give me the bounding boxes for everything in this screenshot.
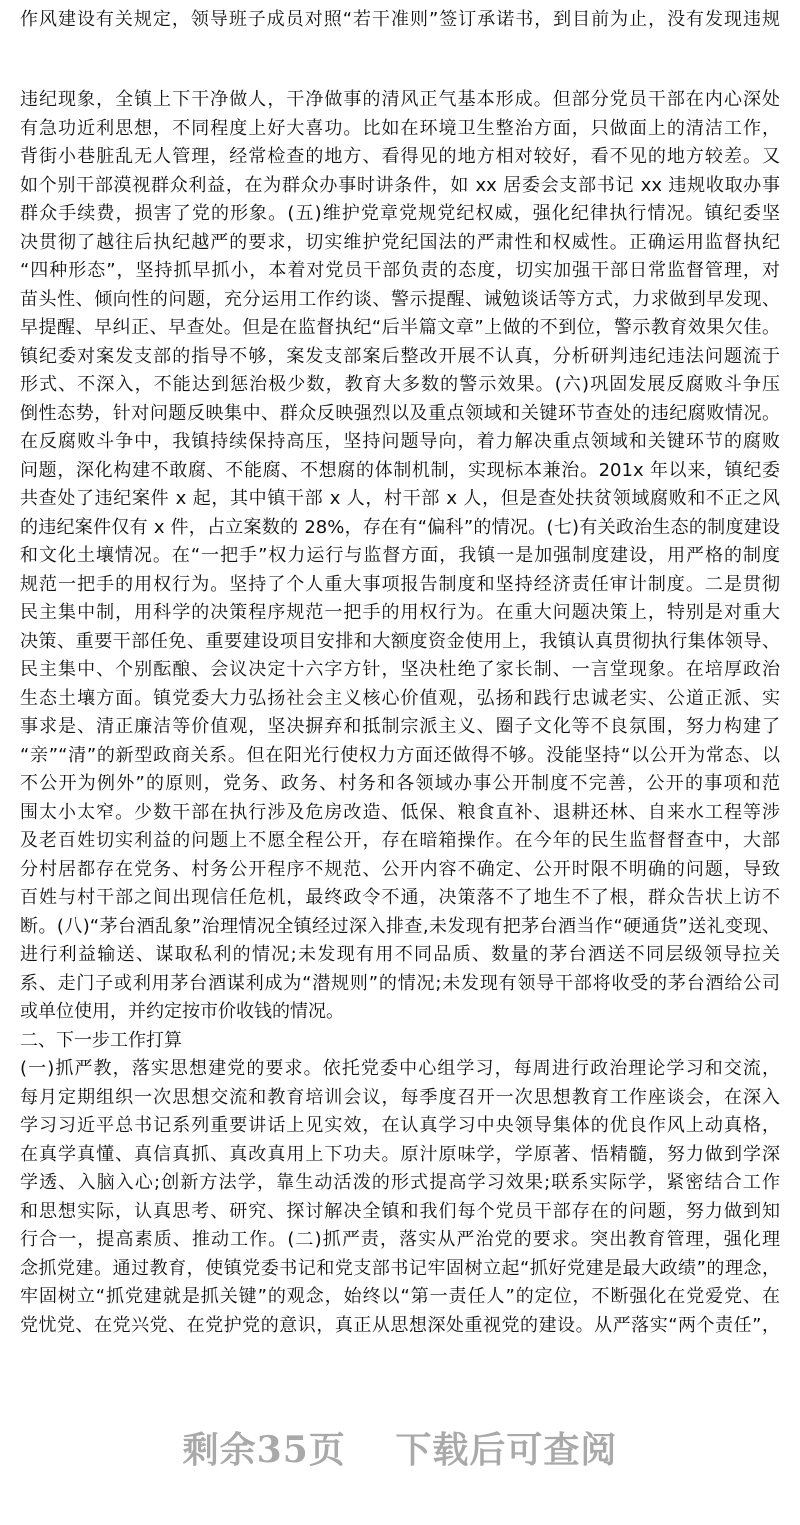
- document-text-line: 的违纪案件仅有 x 件，占立案数的 28%，存在有“偏科”的情况。(七)有关政治生态的制度建设: [20, 516, 780, 538]
- document-text-line: 百姓与村干部之间出现信任危机，最终政令不通，决策落不了地生不了根，群众告状上访不: [20, 887, 780, 908]
- document-text-line: 镇纪委对案发支部的指导不够，案发支部案后整改开展不认真，分析研判违纪违法问题流于: [20, 345, 780, 367]
- document-text-line: 学透、入脑入心;创新方法学，靠生动活泼的形式提高学习效果;联系实际学，紧密结合工作: [20, 1172, 780, 1193]
- document-body: [0, 86, 800, 1340]
- document-text-line: 决策、重要干部任免、重要建设项目安排和大额度资金使用上，我镇认真贯彻执行集体领导、: [20, 630, 780, 652]
- document-text-line: 或单位使用，并约定按市价收钱的情况。: [20, 1001, 344, 1022]
- document-text-line: 和文化土壤情况。在“一把手”权力运行与监督方面，我镇一是加强制度建设，用严格的制度: [20, 545, 780, 566]
- document-text-line: 不公开为例外”的原则，党务、政务、村务和各领域办事公开制度不完善，公开的事项和范: [20, 773, 780, 794]
- document-text-line: 在真学真懂、真信真抓、真改真用上下功夫。原汁原味学，学原著、悟精髓，努力做到学深: [20, 1143, 780, 1165]
- document-text-line: 在反腐败斗争中，我镇持续保持高压，坚持问题导向，着力解决重点领域和关键环节的腐败: [20, 431, 780, 452]
- document-text-line: 有急功近利思想，不同程度上好大喜功。比如在环境卫生整治方面，只做面上的清洁工作，: [20, 117, 780, 139]
- document-text-line: 倒性态势，针对问题反映集中、群众反映强烈以及重点领域和关键环节查处的违纪腐败情况。: [20, 402, 780, 424]
- document-text-line: 作风建设有关规定，领导班子成员对照“若干准则”签订承诺书，到目前为止，没有发现违规: [20, 9, 780, 30]
- document-text-line: 群众手续费，损害了党的形象。(五)维护党章党规党纪权威，强化纪律执行情况。镇纪委坚: [20, 203, 780, 224]
- document-text-line: 进行利益输送、谋取私利的情况;未发现有用不同品质、数量的茅台酒送不同层级领导拉关: [20, 944, 780, 965]
- document-text-line: 违纪现象，全镇上下干净做人，干净做事的清风正气基本形成。但部分党员干部在内心深处: [20, 89, 780, 110]
- document-text-line: 系、走门子或利用茅台酒谋利成为“潜规则”的情况;未发现有领导干部将收受的茅台酒给公司: [20, 972, 780, 994]
- document-text-line: 党忧党、在党兴党、在党护党的意识，真正从思想深处重视党的建设。从严落实“两个责任”，: [20, 1314, 780, 1336]
- document-text-line: 规范一把手的用权行为。坚持了个人重大事项报告制度和坚持经济责任审计制度。二是贯彻: [20, 573, 780, 595]
- document-text-line: 牢固树立“抓党建就是抓关键”的观念，始终以“第一责任人”的定位，不断强化在党爱党、在: [20, 1286, 780, 1307]
- document-text-line: 早提醒、早纠正、早查处。但是在监督执纪“后半篇文章”上做的不到位，警示教育效果欠佳。: [20, 317, 780, 338]
- section-heading: 二、下一步工作打算: [20, 1029, 182, 1051]
- document-text-line: 行合一，提高素质、推动工作。(二)抓严责，落实从严治党的要求。突出教育管理，强化理: [20, 1229, 780, 1250]
- document-text-line: 问题，深化构建不敢腐、不能腐、不想腐的体制机制，实现标本兼治。201x 年以来，镇纪委: [20, 459, 780, 481]
- document-text-line: 苗头性、倾向性的问题，充分运用工作约谈、警示提醒、诫勉谈话等方式，力求做到早发现、: [20, 288, 780, 310]
- document-text-line: 围太小太窄。少数干部在执行涉及危房改造、低保、粮食直补、退耕还林、自来水工程等涉: [20, 801, 780, 823]
- document-text-line: 和思想实际，认真思考、研究、探讨解决全镇和我们每个党员干部存在的问题，努力做到知: [20, 1200, 780, 1222]
- document-text-line: “四种形态”，坚持抓早抓小，本着对党员干部负责的态度，切实加强干部日常监督管理，对: [20, 260, 780, 281]
- download-prompt[interactable]: [0, 1422, 800, 1473]
- document-text-line: “亲”“清”的新型政商关系。但在阳光行使权力方面还做得不够。没能坚持“以公开为常态、以: [20, 744, 780, 766]
- document-text-line: 每月定期组织一次思想交流和教育培训会议，每季度召开一次思想教育工作座谈会，在深入: [20, 1086, 780, 1108]
- document-text-line: 形式、不深入，不能达到惩治极少数，教育大多数的警示效果。(六)巩固发展反腐败斗争压: [20, 374, 780, 395]
- document-text-line: 分村居都存在党务、村务公开程序不规范、公开内容不确定、公开时限不明确的问题，导致: [20, 858, 780, 880]
- document-text-line: 民主集中制，用科学的决策程序规范一把手的用权行为。在重大问题决策上，特别是对重大: [20, 602, 780, 623]
- document-text-line: (一)抓严教，落实思想建党的要求。依托党委中心组学习，每周进行政治理论学习和交流，: [20, 1058, 780, 1079]
- document-text-line: 学习习近平总书记系列重要讲话上见实效，在认真学习中央领导集体的优良作风上动真格，: [20, 1115, 780, 1136]
- download-to-view-text[interactable]: 下载后可查阅: [395, 1429, 618, 1471]
- document-text-line: 及老百姓切实利益的问题上不愿全程公开，存在暗箱操作。在今年的民生监督督查中，大部: [20, 830, 780, 851]
- document-text-line: 背街小巷脏乱无人管理，经常检查的地方、看得见的地方相对较好，看不见的地方较差。又: [20, 146, 780, 167]
- document-text-line: 念抓党建。通过教育，使镇党委书记和党支部书记牢固树立起“抓好党建是最大政绩”的理念，: [20, 1257, 780, 1279]
- document-text-line: 事求是、清正廉洁等价值观，坚决摒弃和抵制宗派主义、圈子文化等不良氛围，努力构建了: [20, 716, 780, 737]
- document-text-line: 断。(八)“茅台酒乱象”治理情况全镇经过深入排查,未发现有把茅台酒当作“硬通货”送礼变现、: [20, 915, 780, 937]
- document-text-line: 生态土壤方面。镇党委大力弘扬社会主义核心价值观，弘扬和践行忠诚老实、公道正派、实: [20, 687, 780, 709]
- remaining-pages-text: 剩余35页: [182, 1429, 346, 1471]
- document-text-line: 决贯彻了越往后执纪越严的要求，切实维护党纪国法的严肃性和权威性。正确运用监督执纪: [20, 231, 780, 253]
- document-text-line: 民主集中、个别酝酿、会议决定十六字方针，坚决杜绝了家长制、一言堂现象。在培厚政治: [20, 659, 780, 680]
- document-text-line: 共查处了违纪案件 x 起，其中镇干部 x 人，村干部 x 人，但是查处扶贫领域腐败和不正之风: [20, 488, 780, 509]
- document-text-line: 如个别干部漠视群众利益，在为群众办事时讲条件，如 xx 居委会支部书记 xx 违规收取办事: [20, 174, 780, 196]
